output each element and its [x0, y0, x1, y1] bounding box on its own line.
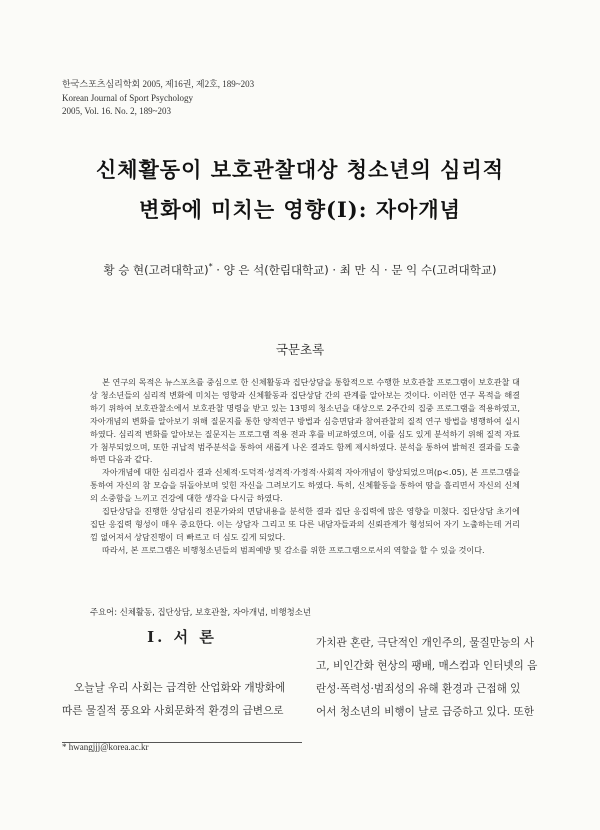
author-first: 황 승 현(고려대학교): [103, 263, 209, 277]
body-column-right: [316, 632, 556, 724]
keywords: 주요어: 신체활동, 집단상담, 보호관찰, 자아개념, 비행청소년: [90, 607, 311, 617]
body-line: 가치관 혼란, 극단적인 개인주의, 물질만능의 사: [316, 637, 535, 649]
body-line: 어서 청소년의 비행이 날로 급증하고 있다. 또한: [316, 706, 535, 718]
body-line: 란성·폭력성·범죄성의 유해 환경과 근접해 있: [316, 683, 521, 695]
abstract-paragraph: 따라서, 본 프로그램은 비행청소년들의 범죄예방 및 감소를 위한 프로그램으로서의 역할을 할 수 있을 것이다.: [102, 544, 485, 555]
paper-title-line-1: 신체활동이 보호관찰대상 청소년의 심리적: [95, 157, 505, 182]
paper-title: [0, 150, 600, 230]
journal-header-korean: 한국스포츠심리학회 2005, 제16권, 제2호, 189~203: [62, 79, 255, 89]
body-line: 오늘날 우리 사회는 급격한 산업화와 개방화에: [74, 682, 286, 694]
body-line: 고, 비인간화 현상의 팽배, 매스컴과 인터넷의 음: [316, 660, 538, 672]
abstract-paragraph: 본 연구의 목적은 뉴스포츠를 중심으로 한 신체활동과 집단상담을 통합적으로 수행한 보호관찰 프로그램이 보호관찰 대상 청소년들의 심리적 변화에 미치는 영향과 신체활동과 집단상담 간의 관계를 알아보는 것이다. 이러한 연구 목적을 해결하기 위하여 보호관찰소에서 보호관찰 명령을 받고 있는 13명의 청소년을 대상으로 2주간의 집중 프로그램을 적용하였고, 자아개념의 변화를 알아보기 위해 질문지를 통한 양적연구 방법과 심층면담과 참여관찰의 질적 연구 방법을 병행하여 실시하였다. 심리적 변화를 알아보는 질문지는 프로그램 적용 전과 후를 비교하였으며, 이를 심도 있게 분석하기 위해 질적 자료가 첨부되었으며, 또한 귀납적 범주분석을 통하여 새롭게 나온 결과도 함께 제시하였다. 분석을 통하여 밝혀진 결과를 도출하면 다음과 같다.: [90, 377, 520, 465]
left-column-text: [62, 677, 302, 723]
author-list: [0, 262, 600, 278]
abstract-paragraph: 집단상담을 진행한 상담심리 전문가와의 면담내용을 분석한 결과 집단 응집력에 많은 영향을 미쳤다. 집단상담 초기에 집단 응집력 형성이 매우 중요한다. 이는 상담자 그리고 또 다른 내담자들과의 신뢰관계가 형성되어 자기 노출하는데 거리낌 없어져서 상담진행이 더 빠르고 더 심도 깊게 되었다.: [90, 506, 520, 542]
journal-header-volume: 2005, Vol. 16. No. 2, 189~203: [62, 106, 172, 116]
author-rest: · 양 은 석(한림대학교) · 최 만 식 · 문 익 수(고려대학교): [212, 263, 497, 277]
author-footnote-marker: *: [208, 262, 213, 272]
abstract-body: [90, 376, 520, 557]
journal-header-english: Korean Journal of Sport Psychology: [62, 92, 193, 103]
body-line: 따른 물질적 풍요와 사회문화적 환경의 급변으로: [62, 705, 284, 717]
journal-header: [62, 78, 254, 119]
abstract-heading: 국문초록: [275, 342, 325, 357]
section-title: Ⅰ. 서 론: [147, 628, 217, 646]
paper-title-line-2: 변화에 미치는 영향(Ⅰ): 자아개념: [139, 197, 461, 222]
footnote-email: * hwangjjj@korea.ac.kr: [62, 742, 149, 752]
abstract-paragraph: 자아개념에 대한 심리검사 결과 신체적·도덕적·성격적·가정적·사회적 자아개념이 향상되었으며(p<.05), 본 프로그램을 통하여 자신의 참 모습을 뒤돌아보며 잊힌 자신을 그려보기도 하였다. 특히, 신체활동을 통하여 땀을 흘리면서 자신의 신체의 소중함을 느끼고 건강에 대한 생각을 다시금 하였다.: [90, 467, 520, 504]
